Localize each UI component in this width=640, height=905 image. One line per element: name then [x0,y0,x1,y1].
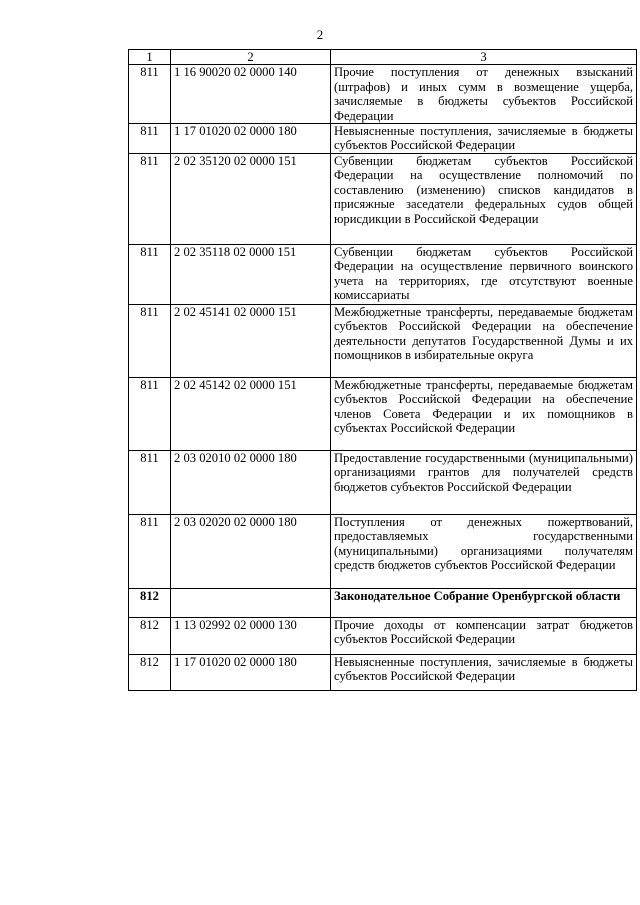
revenue-code-cell: 2 02 45141 02 0000 151 [171,305,331,378]
revenue-code-cell: 1 17 01020 02 0000 180 [171,124,331,154]
revenue-name-cell: Субвенции бюджетам субъектов Российской Федерации на осуществление полномочий по составлению (изменению) списков кандидатов в присяжные заседатели федеральных судов общей юрисдикции в Российской Федерации [331,154,637,245]
table-row [129,378,637,451]
revenue-name-cell: Субвенции бюджетам субъектов Российской Федерации на осуществление первичного воинского учета на территориях, где отсутствуют военные комиссариаты [331,245,637,305]
revenue-name-cell: Прочие поступления от денежных взысканий (штрафов) и иных сумм в возмещение ущерба, зачисляемые в бюджеты субъектов Российской Федерации [331,65,637,124]
admin-code-cell: 811 [129,451,171,515]
table-row [129,65,637,124]
revenue-name-cell: Невыясненные поступления, зачисляемые в бюджеты субъектов Российской Федерации [331,124,637,154]
column-header-1: 1 [129,50,171,65]
table-row [129,618,637,655]
page-number: 2 [316,27,324,42]
admin-code-cell: 811 [129,305,171,378]
revenue-name-cell: Межбюджетные трансферты, передаваемые бюджетам субъектов Российской Федерации на обеспечение членов Совета Федерации и их помощников в субъектах Российской Федерации [331,378,637,451]
revenue-codes-table [128,49,637,691]
revenue-name-cell: Невыясненные поступления, зачисляемые в бюджеты субъектов Российской Федерации [331,655,637,691]
admin-code-cell: 811 [129,515,171,589]
admin-code-cell: 812 [129,589,171,618]
admin-code-cell: 811 [129,378,171,451]
revenue-name-cell: Прочие доходы от компенсации затрат бюджетов субъектов Российской Федерации [331,618,637,655]
column-header-2: 2 [171,50,331,65]
revenue-code-cell: 2 03 02010 02 0000 180 [171,451,331,515]
table-body [129,65,637,691]
revenue-name-cell: Поступления от денежных пожертвований, предоставляемых государственными (муниципальными) организациями получателям средств бюджетов субъектов Российской Федерации [331,515,637,589]
table-row [129,451,637,515]
admin-code-cell: 812 [129,618,171,655]
table-row [129,124,637,154]
revenue-code-cell: 2 03 02020 02 0000 180 [171,515,331,589]
revenue-name-cell: Межбюджетные трансферты, передаваемые бюджетам субъектов Российской Федерации на обеспечение деятельности депутатов Государственной Думы и их помощников в избирательные округа [331,305,637,378]
admin-code-cell: 811 [129,245,171,305]
revenue-code-cell [171,589,331,618]
table-row [129,245,637,305]
revenue-code-cell: 2 02 35118 02 0000 151 [171,245,331,305]
revenue-code-cell: 2 02 35120 02 0000 151 [171,154,331,245]
revenue-name-cell: Предоставление государственными (муниципальными) организациями грантов для получателей средств бюджетов субъектов Российской Федерации [331,451,637,515]
table-row [129,589,637,618]
admin-code-cell: 812 [129,655,171,691]
table-row [129,515,637,589]
table-row [129,154,637,245]
revenue-code-cell: 1 13 02992 02 0000 130 [171,618,331,655]
admin-code-cell: 811 [129,124,171,154]
admin-code-cell: 811 [129,154,171,245]
revenue-code-cell: 1 17 01020 02 0000 180 [171,655,331,691]
table-header-row [129,50,637,65]
table-row [129,305,637,378]
revenue-code-cell: 1 16 90020 02 0000 140 [171,65,331,124]
column-header-3: 3 [331,50,637,65]
revenue-code-cell: 2 02 45142 02 0000 151 [171,378,331,451]
table-row [129,655,637,691]
revenue-name-cell: Законодательное Собрание Оренбургской области [331,589,637,618]
admin-code-cell: 811 [129,65,171,124]
